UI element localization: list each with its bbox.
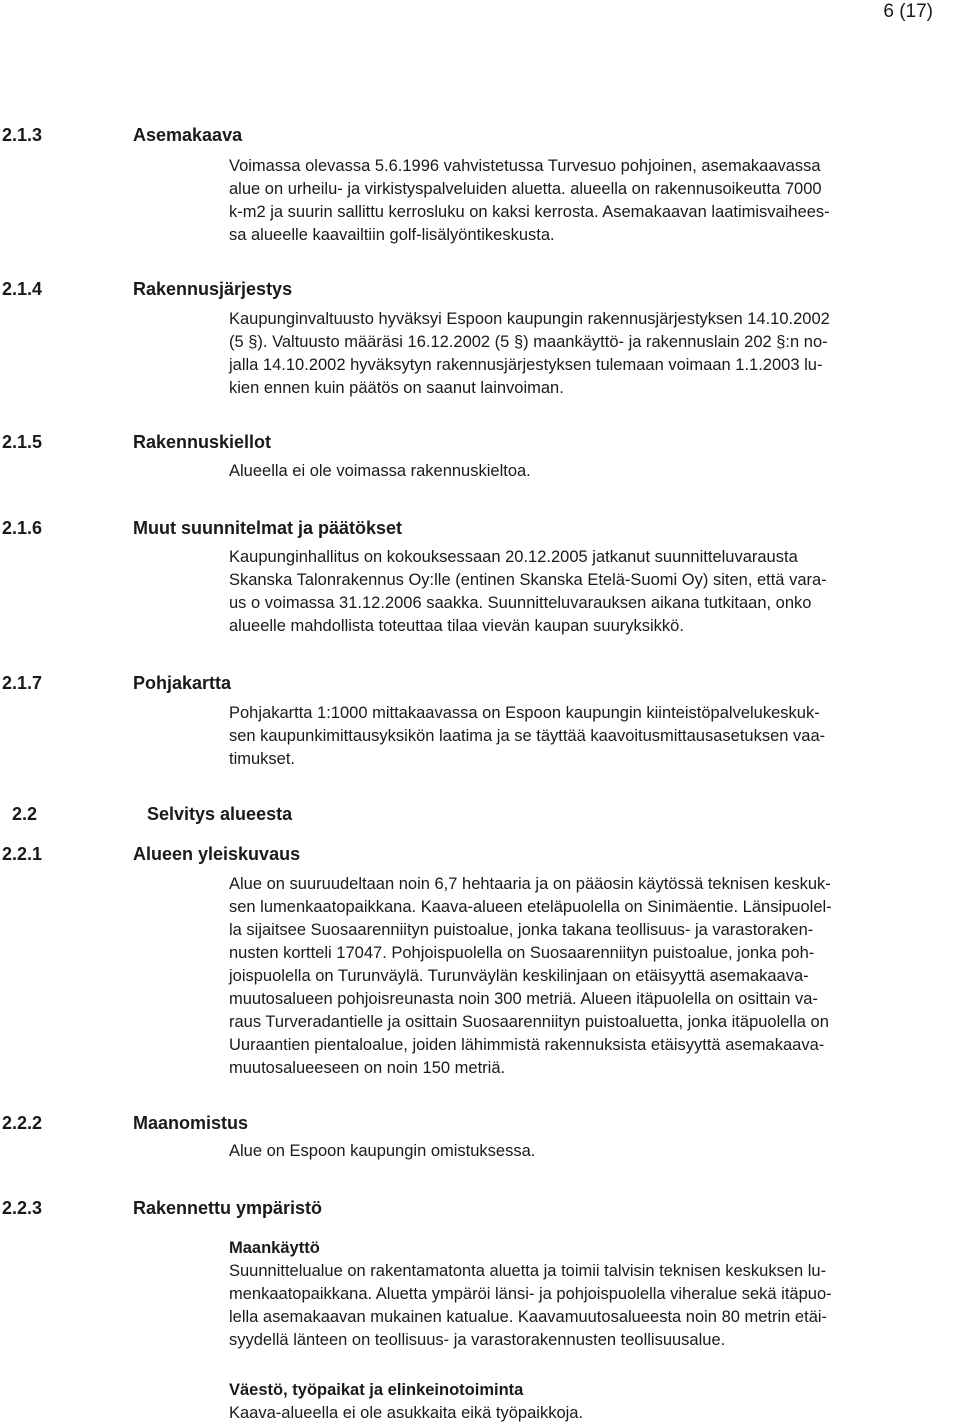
section-number: 2.1.6 <box>2 518 43 538</box>
body-line: k-m2 ja suurin sallittu kerrosluku on kaksi kerrosta. Asemakaavan laatimisvaihees- <box>229 203 830 221</box>
section-title: Alueen yleiskuvaus <box>133 844 301 864</box>
body-line: Pohjakartta 1:1000 mittakaavassa on Espoon kaupungin kiinteistöpalvelukeskuk- <box>229 704 820 722</box>
body-line: Suunnittelualue on rakentamatonta aluetta ja toimii talvisin teknisen keskuksen lu- <box>229 1262 827 1280</box>
body-line: Alue on suuruudeltaan noin 6,7 hehtaaria ja on pääosin käytössä teknisen keskuk- <box>229 875 831 893</box>
body-line: Voimassa olevassa 5.6.1996 vahvistetussa Turvesuo pohjoinen, asemakaavassa <box>229 157 821 175</box>
body-line: alue on urheilu- ja virkistyspalveluiden aluetta. alueella on rakennusoikeutta 7000 <box>229 180 822 198</box>
body-line: lella asemakaavan mukainen katualue. Kaavamuutosalueesta noin 80 metrin etäi- <box>229 1308 828 1326</box>
vaesto-block <box>229 1379 959 1425</box>
section-body <box>229 1140 959 1163</box>
section-number: 2.2.3 <box>2 1198 43 1218</box>
body-line: Kaupunginhallitus on kokouksessaan 20.12.2005 jatkanut suunnitteluvarausta <box>229 548 798 566</box>
subsection-title: Maankäyttö <box>229 1239 320 1257</box>
section-number: 2.2.2 <box>2 1113 43 1133</box>
body-line: syydellä länteen on teollisuus- ja varastorakennusten teollisuusalue. <box>229 1331 726 1349</box>
section-body <box>229 308 959 400</box>
body-line: (5 §). Valtuusto määräsi 16.12.2002 (5 §) maankäyttö- ja rakennuslain 202 §:n no- <box>229 333 828 351</box>
body-line: alueelle mahdollista toteuttaa tilaa vievän kaupan suuryksikkö. <box>229 617 684 635</box>
subsection-title: Väestö, työpaikat ja elinkeinotoiminta <box>229 1381 524 1399</box>
section-body <box>229 873 959 1080</box>
body-line: nusten kortteli 17047. Pohjoispuolella on Suosaarenniityn puistoalue, jonka poh- <box>229 944 815 962</box>
body-line: Alueella ei ole voimassa rakennuskieltoa. <box>229 462 531 480</box>
body-line: sa alueelle kaavailtiin golf-lisälyöntikeskusta. <box>229 226 555 244</box>
body-line: us o voimassa 31.12.2006 saakka. Suunnitteluvarauksen aikana tutkitaan, onko <box>229 594 812 612</box>
section-number: 2.1.4 <box>2 279 43 299</box>
section-title: Rakennettu ympäristö <box>133 1198 323 1218</box>
section-number: 2.1.5 <box>2 432 43 452</box>
section-title: Rakennusjärjestys <box>133 279 293 299</box>
body-line: menkaatopaikkana. Aluetta ympäröi länsi- ja pohjoispuolella viheralue sekä itäpuo- <box>229 1285 832 1303</box>
body-line: joispuolella on Turunväylä. Turunväylän keskilinjaan on etäisyyttä asemakaava- <box>229 967 809 985</box>
section-title: Muut suunnitelmat ja päätökset <box>133 518 403 538</box>
section-number: 2.2 <box>12 804 38 824</box>
body-line: la sijaitsee Suosaarenniityn puistoalue, jonka takana teollisuus- ja varastoraken- <box>229 921 814 939</box>
maankaytto-block <box>229 1237 959 1352</box>
section-number: 2.1.3 <box>2 125 43 145</box>
section-title: Pohjakartta <box>133 673 232 693</box>
body-line: Skanska Talonrakennus Oy:lle (entinen Skanska Etelä-Suomi Oy) siten, että vara- <box>229 571 827 589</box>
section-title: Maanomistus <box>133 1113 249 1133</box>
body-line: kien ennen kuin päätös on saanut lainvoiman. <box>229 379 564 397</box>
body-line: sen kaupunkimittausyksikön laatima ja se täyttää kaavoitusmittausasetuksen vaa- <box>229 727 826 745</box>
body-line: sen lumenkaatopaikkana. Kaava-alueen eteläpuolella on Sinimäentie. Länsipuolel- <box>229 898 832 916</box>
body-line: Alue on Espoon kaupungin omistuksessa. <box>229 1142 536 1160</box>
body-line: Kaupunginvaltuusto hyväksyi Espoon kaupungin rakennusjärjestyksen 14.10.2002 <box>229 310 830 328</box>
section-body <box>229 546 959 638</box>
section-number: 2.1.7 <box>2 673 43 693</box>
body-line: muutosalueeseen on noin 150 metriä. <box>229 1059 506 1077</box>
section-body <box>229 155 959 247</box>
section-title: Selvitys alueesta <box>147 804 293 824</box>
section-body <box>229 702 959 771</box>
section-number: 2.2.1 <box>2 844 43 864</box>
section-title: Asemakaava <box>133 125 243 145</box>
section-title: Rakennuskiellot <box>133 432 272 452</box>
body-line: Uuraantien pientaloalue, joiden lähimmistä rakennuksista etäisyyttä asemakaava- <box>229 1036 825 1054</box>
body-line: muutosalueen pohjoisreunasta noin 300 metriä. Alueen itäpuolella on osittain va- <box>229 990 818 1008</box>
section-body <box>229 460 959 483</box>
page-number: 6 (17) <box>883 1 933 22</box>
body-line: Kaava-alueella ei ole asukkaita eikä työpaikkoja. <box>229 1404 584 1422</box>
body-line: jalla 14.10.2002 hyväksytyn rakennusjärjestyksen tulemaan voimaan 1.1.2003 lu- <box>229 356 823 374</box>
body-line: timukset. <box>229 750 296 768</box>
body-line: raus Turveradantielle ja osittain Suosaarenniityn puistoaluetta, jonka itäpuolella on <box>229 1013 829 1031</box>
